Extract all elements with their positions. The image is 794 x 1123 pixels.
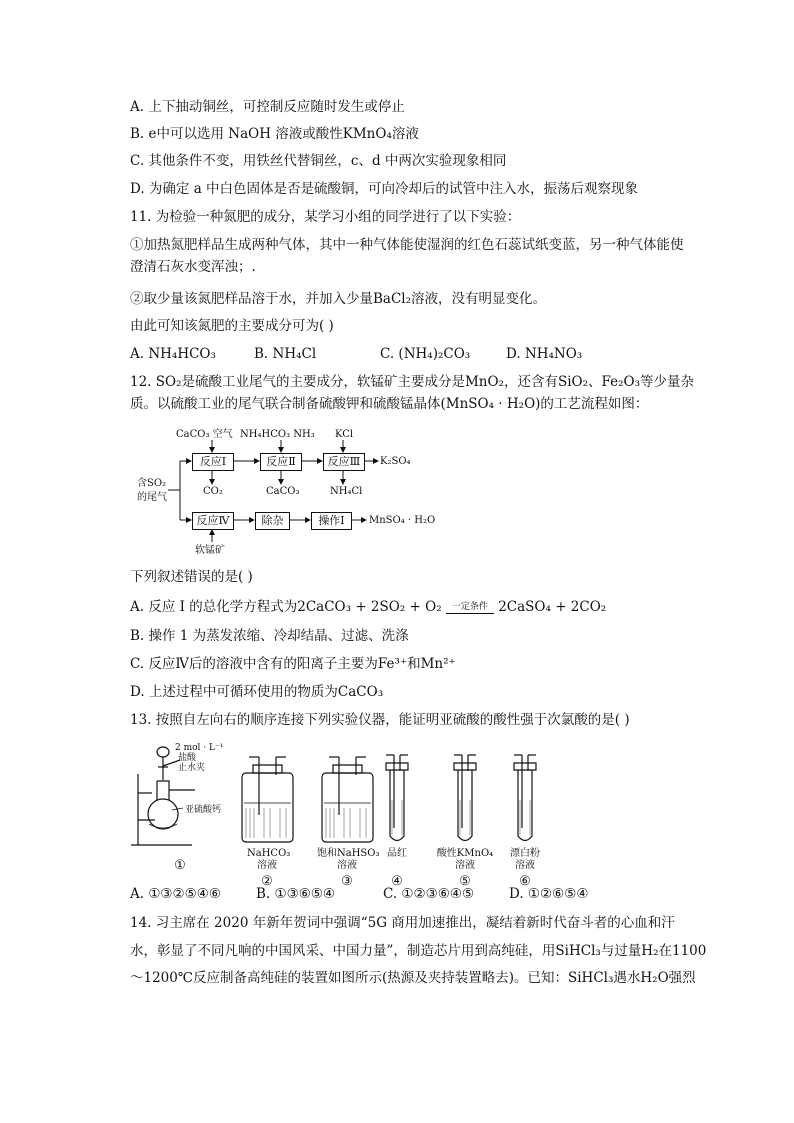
flow-input-caco3-air: CaCO₃ 空气 [176, 429, 233, 440]
reaction-condition-text: 一定条件 [451, 601, 488, 612]
q12-option-a-left: A. 反应 I 的总化学方程式为2CaCO₃ + 2SO₂ + O₂ [130, 599, 442, 615]
q12-question: 下列叙述错误的是( ) [130, 569, 253, 585]
flow-input-kcl: KCl [335, 429, 354, 440]
flow-input-nh4hco3-nh3: NH₄HCO₃ NH₃ [240, 429, 315, 440]
q13-options [130, 884, 588, 904]
q10-option-a: A. 上下抽动铜丝，可控制反应随时发生或停止 [130, 99, 405, 115]
flow-byproduct-co2: CO₂ [203, 486, 223, 497]
q13-option-c: C. ①②③⑥④⑤ [383, 886, 475, 902]
q11-statement-1: ①加热氮肥样品生成两种气体，其中一种气体能使湿润的红色石蕊试纸变蓝，另一种气体能使澄清石灰水变浑浊；. [130, 237, 684, 275]
q14-line-3: ～1200℃反应制备高纯硅的装置如图所示(热源及夹持装置略去)。已知：SiHCl₃遇水H₂O强烈 [130, 970, 696, 986]
label-bottle-2 [247, 848, 291, 872]
q13-option-a: A. ①③②⑤④⑥ [130, 886, 221, 902]
flow-box-reaction-4: 反应Ⅳ [192, 512, 234, 530]
q11-option-c: C. (NH₄)₂CO₃ [380, 346, 471, 362]
flow-box-operation-1: 操作Ⅰ [311, 512, 352, 530]
label-tube-6-line1: 漂白粉 [510, 848, 540, 859]
label-tube-6 [505, 848, 545, 872]
q13-option-b: B. ①③⑥⑤④ [256, 886, 336, 902]
q12-stem: 12. SO₂是硫酸工业尾气的主要成分，软锰矿主要成分是MnO₂，还含有SiO₂、Fe₂O₃等少量杂质。以硫酸工业的尾气联合制备硫酸钾和硫酸锰晶体(MnSO₄ · H₂O)的工艺流程如图： [130, 374, 695, 412]
q14-line-2: 水，彰显了不同凡响的中国风采、中国力量”，制造芯片用到高纯硅，用SiHCl₃与过量H₂在1100 [130, 943, 707, 959]
q11-option-b: B. NH₄Cl [254, 346, 317, 362]
q12-option-d: D. 上述过程中可循环使用的物质为CaCO₃ [130, 684, 384, 700]
flow-output-mnso4: MnSO₄ · H₂O [369, 515, 436, 526]
apparatus-number-6: ⑥ [519, 874, 531, 889]
label-bottle-2-line1: NaHCO₃ [247, 848, 291, 859]
q11-option-d: D. NH₄NO₃ [506, 346, 583, 362]
apparatus-number-3: ③ [341, 874, 353, 889]
flow-box-reaction-3: 反应Ⅲ [323, 453, 365, 471]
flow-box-purify: 除杂 [255, 512, 290, 530]
label-tube-6-line2: 溶液 [515, 860, 535, 871]
q11-option-a: A. NH₄HCO₃ [130, 346, 216, 362]
flow-box-reaction-2: 反应Ⅱ [260, 453, 302, 471]
apparatus-number-4: ④ [391, 874, 403, 889]
q12-option-c: C. 反应Ⅳ后的溶液中含有的阳离子主要为Fe³⁺和Mn²⁺ [130, 656, 456, 672]
q10-option-d: D. 为确定 a 中白色固体是否是硫酸铜，可向冷却后的试管中注入水，振荡后观察现象 [130, 181, 639, 197]
q14-line-1: 14. 习主席在 2020 年新年贺词中强调“5G 商用加速推出，凝结着新时代奋斗者的心血和汗 [130, 915, 675, 931]
q10-option-b: B. e中可以选用 NaOH 溶液或酸性KMnO₄溶液 [130, 126, 419, 142]
flow-box-reaction-1: 反应Ⅰ [192, 453, 234, 471]
q12-option-b: B. 操作 1 为蒸发浓缩、冷却结晶、过滤、洗涤 [130, 628, 409, 644]
apparatus-number-5: ⑤ [459, 874, 471, 889]
apparatus-number-1: ① [174, 858, 186, 873]
flow-feed-line-2: 的尾气 [137, 492, 167, 503]
label-bottle-2-line2: 溶液 [257, 860, 277, 871]
label-tube-5-line2: 溶液 [455, 860, 475, 871]
conc-label: 2 mol · L⁻¹ [175, 743, 224, 753]
q11-question: 由此可知该氮肥的主要成分可为( ) [130, 318, 334, 334]
flow-feed-line-1: 含SO₂ [137, 478, 167, 489]
label-tube-5-line1: 酸性KMnO₄ [436, 848, 494, 859]
q11-stem: 11. 为检验一种氮肥的成分，某学习小组的同学进行了以下实验： [130, 209, 521, 225]
flow-byproduct-nh4cl: NH₄Cl [330, 486, 363, 497]
q12-option-a-right: 2CaSO₄ + 2CO₂ [498, 599, 607, 615]
label-bottle-3-line2: 溶液 [337, 860, 357, 871]
label-bottle-3 [317, 848, 380, 872]
q10-option-c: C. 其他条件不变，用铁丝代替铜丝，c、d 中两次实验现象相同 [130, 153, 507, 169]
label-tube-4: 品红 [387, 848, 407, 859]
apparatus-number-2: ② [261, 874, 273, 889]
label-tube-5 [435, 848, 495, 872]
flow-output-k2so4: K₂SO₄ [380, 456, 411, 467]
q11-statement-2: ②取少量该氮肥样品溶于水，并加入少量BaCl₂溶液，没有明显变化。 [130, 291, 547, 307]
flow-input-ore: 软锰矿 [195, 545, 225, 556]
label-bottle-3-line1: 饱和NaHSO₃ [317, 848, 380, 859]
hcl-label: 盐酸 [178, 753, 197, 763]
clamp-label: 止水夹 [178, 763, 206, 773]
flow-byproduct-caco3: CaCO₃ [266, 486, 300, 497]
q13-stem: 13. 按照自左向右的顺序连接下列实验仪器，能证明亚硫酸的酸性强于次氯酸的是( ) [130, 712, 630, 728]
q13-option-d: D. ①②⑥⑤④ [509, 886, 589, 902]
salt-label: 亚硫酸钙 [185, 805, 222, 815]
